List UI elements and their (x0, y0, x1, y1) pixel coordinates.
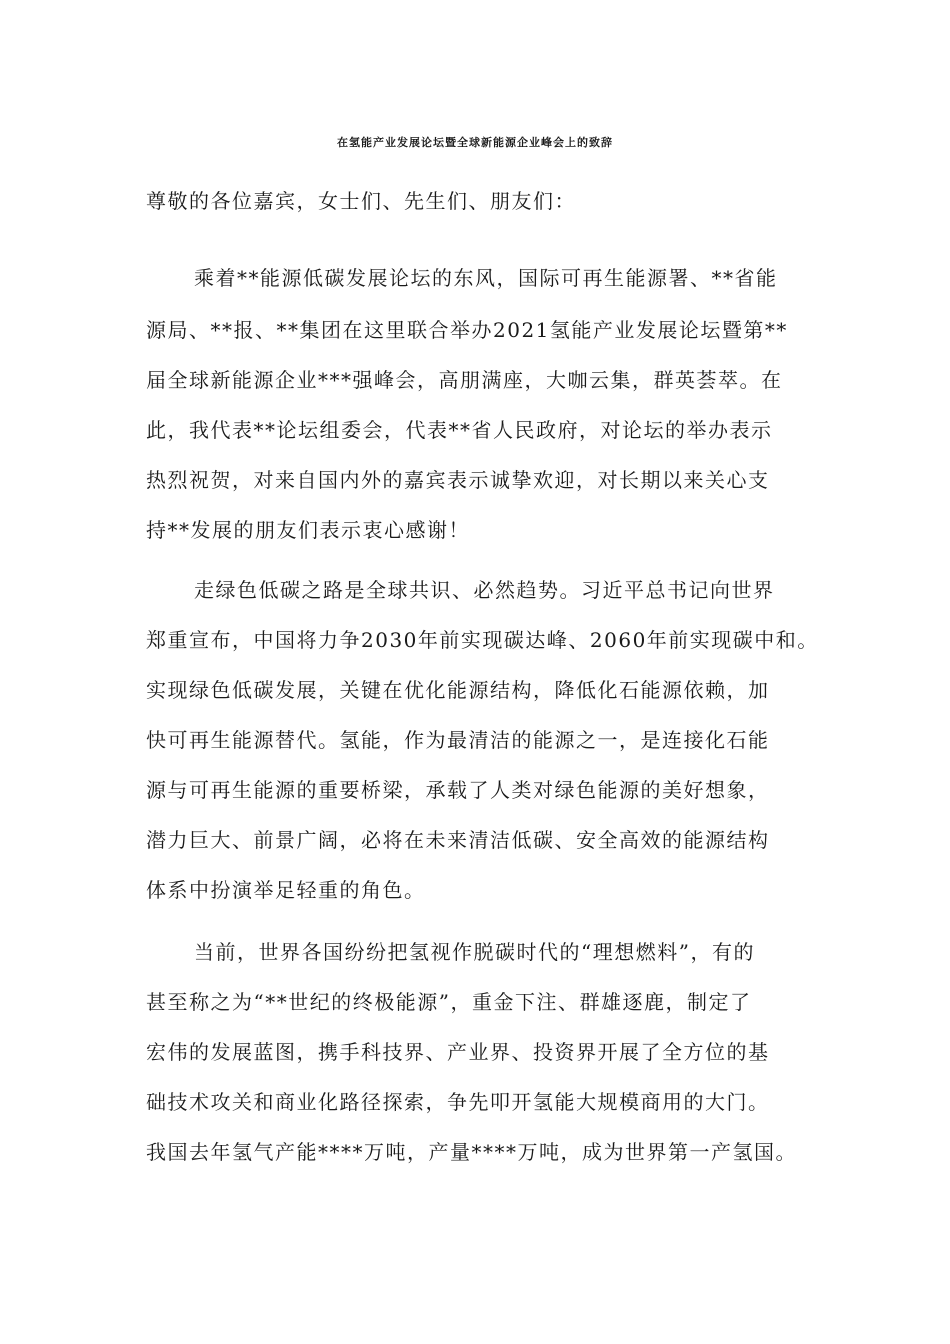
paragraph-3-line-4: 础技术攻关和商业化路径探索，争先叩开氢能大规模商用的大门。 (146, 1090, 770, 1114)
document-title: 在氢能产业发展论坛暨全球新能源企业峰会上的致辞 (337, 136, 613, 149)
paragraph-2-line-5: 源与可再生能源的重要桥梁，承载了人类对绿色能源的美好想象， (146, 778, 770, 802)
salutation: 尊敬的各位嘉宾，女士们、先生们、朋友们： (146, 189, 576, 213)
paragraph-2-line-2: 郑重宣布，中国将力争2030年前实现碳达峰、2060年前实现碳中和。 (146, 628, 819, 652)
paragraph-1-line-2: 源局、**报、**集团在这里联合举办2021氢能产业发展论坛暨第** (146, 318, 788, 342)
paragraph-3-line-3: 宏伟的发展蓝图，携手科技界、产业界、投资界开展了全方位的基 (146, 1040, 770, 1064)
paragraph-3-line-1: 当前，世界各国纷纷把氢视作脱碳时代的“理想燃料”，有的 (194, 940, 755, 964)
paragraph-2-line-6: 潜力巨大、前景广阔，必将在未来清洁低碳、安全高效的能源结构 (146, 828, 770, 852)
paragraph-1-line-5: 热烈祝贺，对来自国内外的嘉宾表示诚挚欢迎，对长期以来关心支 (146, 468, 770, 492)
paragraph-1-line-3: 届全球新能源企业***强峰会，高朋满座，大咖云集，群英荟萃。在 (146, 368, 783, 392)
paragraph-3-line-2: 甚至称之为“**世纪的终极能源”，重金下注、群雄逐鹿，制定了 (146, 990, 752, 1014)
paragraph-2-line-1: 走绿色低碳之路是全球共识、必然趋势。习近平总书记向世界 (194, 578, 775, 602)
paragraph-1-line-4: 此，我代表**论坛组委会，代表**省人民政府，对论坛的举办表示 (146, 418, 773, 442)
paragraph-2-line-7: 体系中扮演举足轻重的角色。 (146, 878, 426, 902)
paragraph-3-line-5: 我国去年氢气产能****万吨，产量****万吨，成为世界第一产氢国。 (146, 1140, 797, 1164)
paragraph-2-line-3: 实现绿色低碳发展，关键在优化能源结构，降低化石能源依赖，加 (146, 678, 770, 702)
paragraph-1-line-1: 乘着**能源低碳发展论坛的东风，国际可再生能源署、**省能 (194, 266, 778, 290)
paragraph-2-line-4: 快可再生能源替代。氢能，作为最清洁的能源之一，是连接化石能 (146, 728, 770, 752)
paragraph-1-line-6: 持**发展的朋友们表示衷心感谢！ (146, 518, 470, 542)
